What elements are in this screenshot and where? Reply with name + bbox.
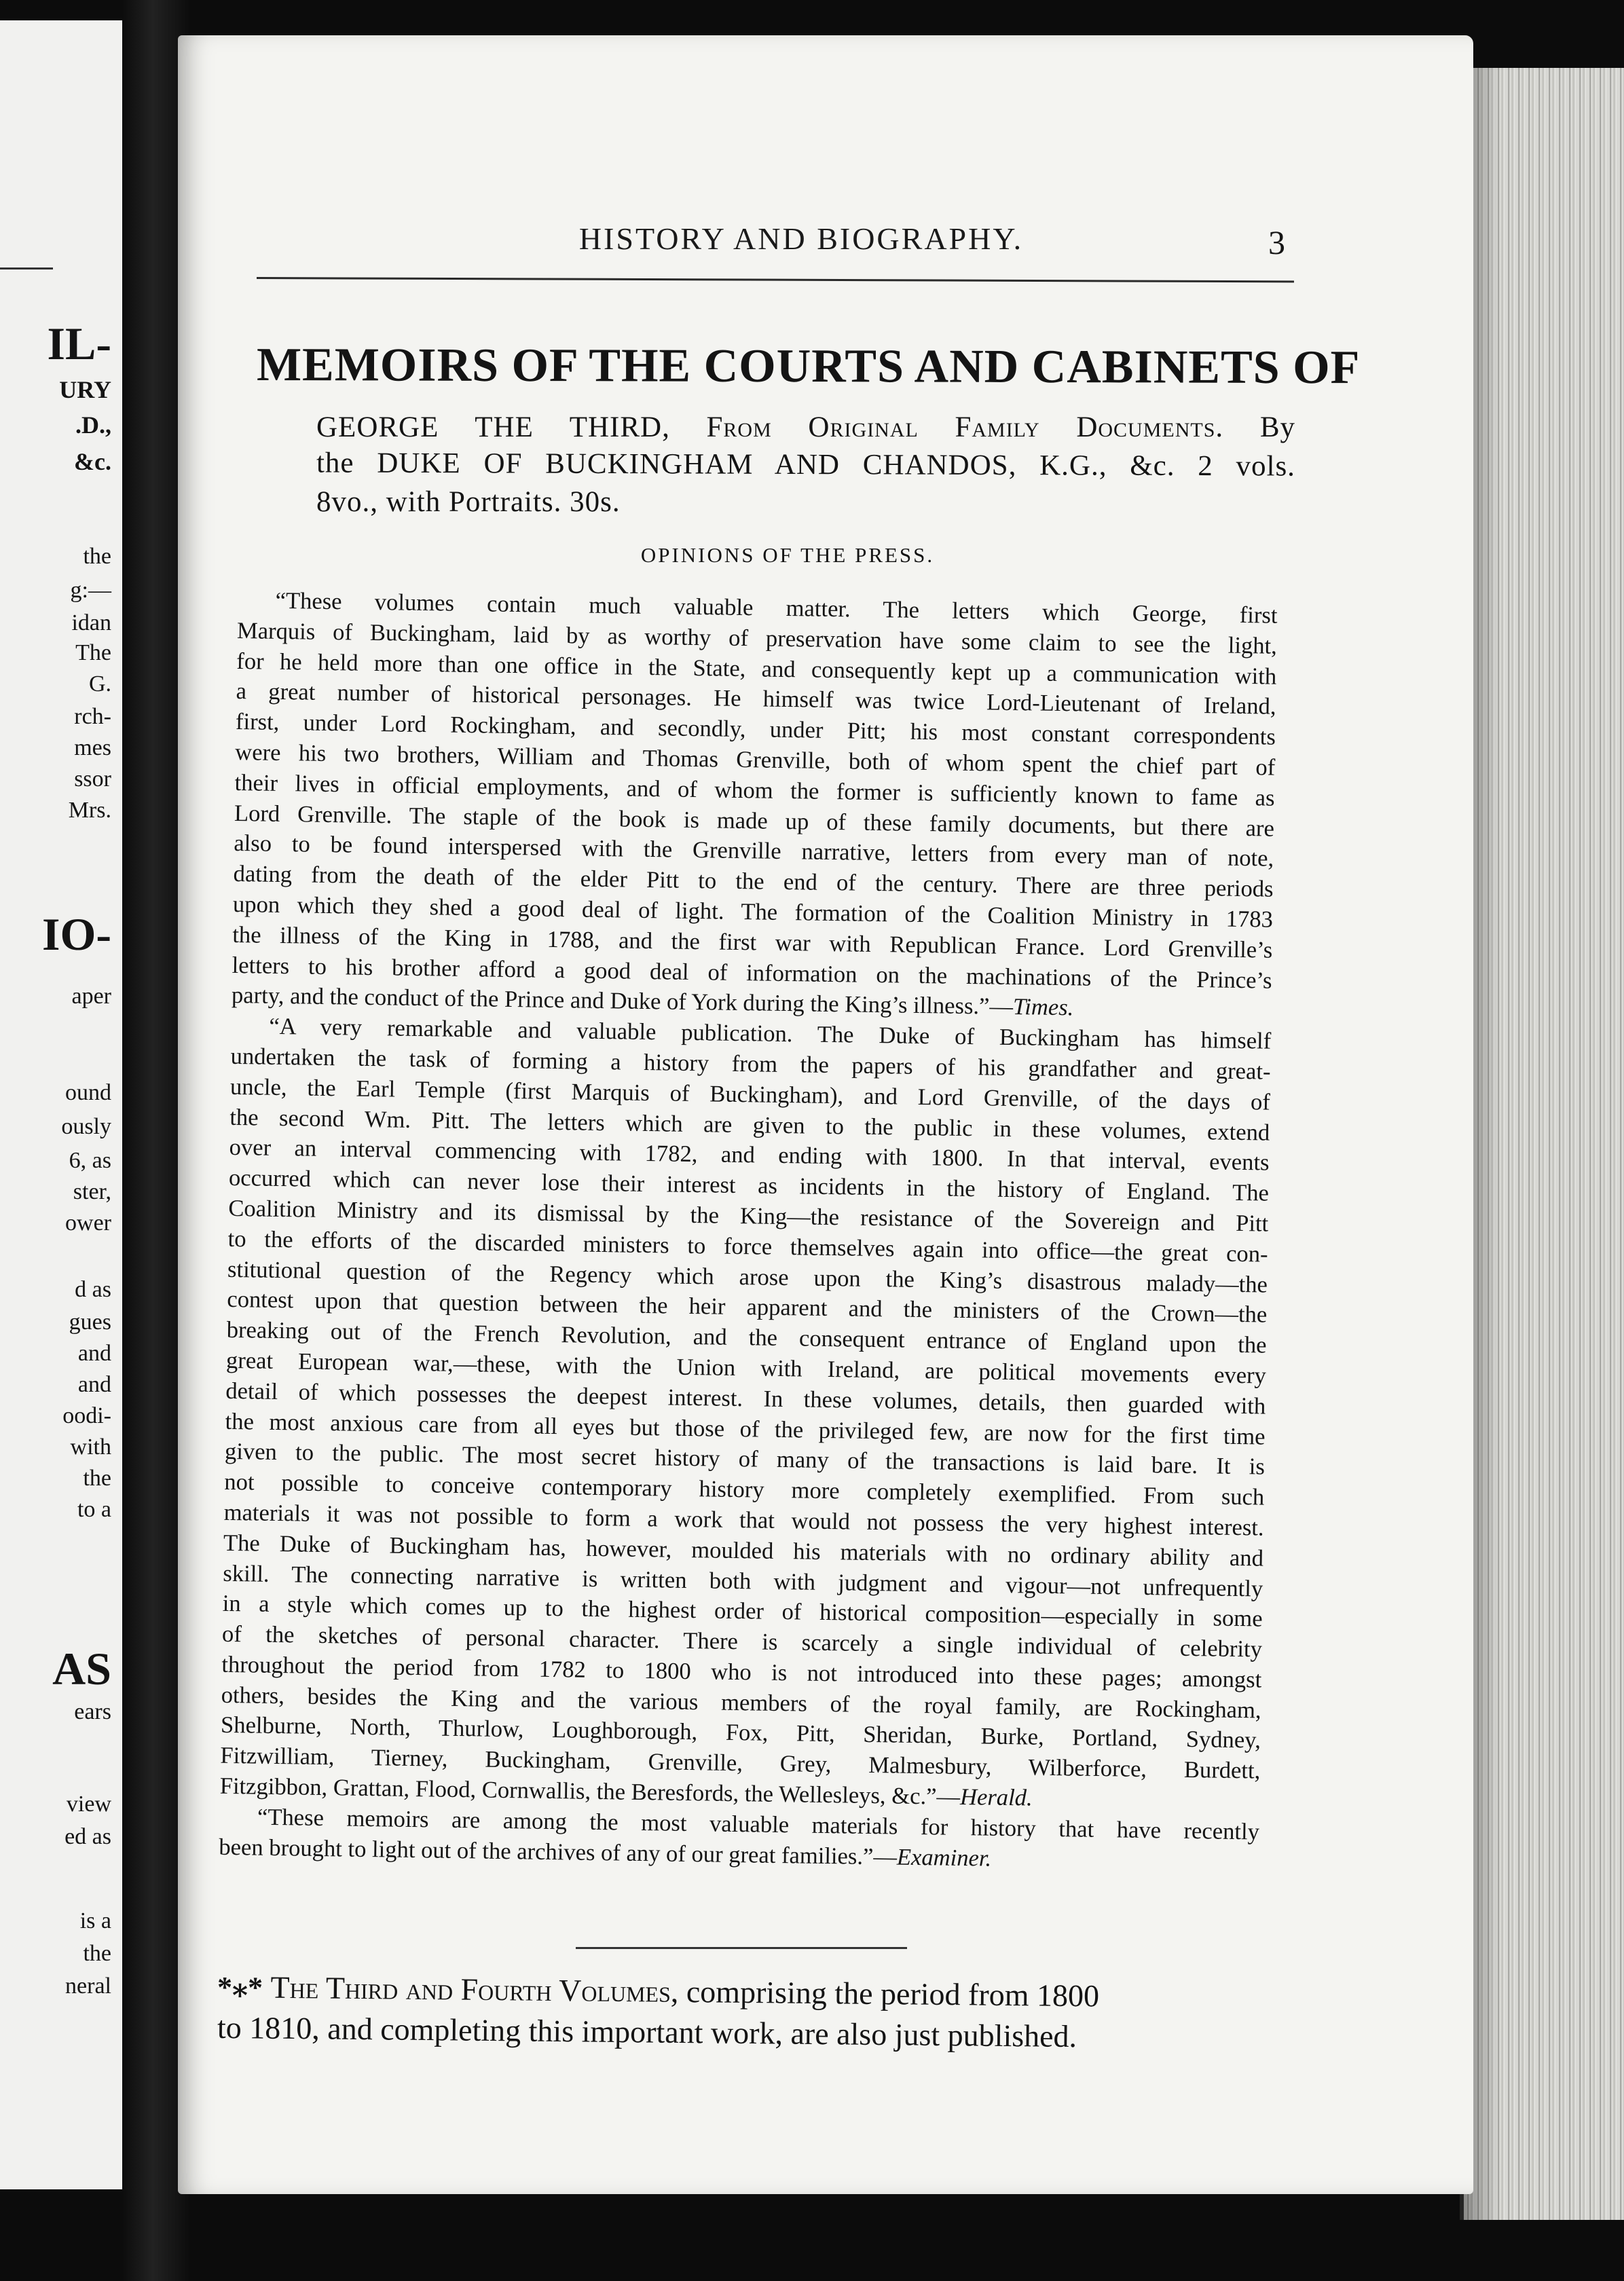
body-line-text: for he held more than one office in the State, and consequently kept up a communication with (236, 648, 1277, 690)
body-line-text: to the efforts of the discarded ministers to force themselves again into office—the great con- (227, 1225, 1268, 1267)
previous-page-text: oodi- (62, 1403, 111, 1428)
previous-page-text: IL- (47, 318, 111, 369)
body-line-text: been brought to light out of the archives of any of our great families.”— (219, 1834, 898, 1870)
previous-page-text: aper (71, 984, 111, 1009)
body-line-text: party, and the conduct of the Prince and Duke of York during the King’s illness.”— (231, 982, 1014, 1020)
body-line-text: others, besides the King and the various members of the royal family, are Rockingham, (221, 1682, 1261, 1724)
body-line-text: Lord Grenville. The staple of the book is made up of these family documents, but there are (234, 800, 1275, 842)
previous-page-text: .D., (75, 411, 111, 439)
body-line-text: dating from the death of the elder Pitt to the end of the century. There are three periods (233, 861, 1274, 902)
previous-page-text: gues (69, 1310, 111, 1335)
press-quotes (219, 585, 1278, 1878)
previous-page-text: G. (88, 671, 111, 697)
previous-page-rule (0, 267, 53, 270)
body-line-text: detail of which possesses the deepest interest. In these volumes, details, then guarded with (225, 1377, 1266, 1420)
previous-page-text: and (77, 1372, 111, 1397)
book-title: MEMOIRS OF THE COURTS AND CABINETS OF (256, 338, 1361, 394)
footnote-volumes: The Third and Fourth Volumes, (270, 1969, 679, 2009)
body-line-text: not possible to conceive contemporary history more completely exemplified. From such (224, 1468, 1265, 1510)
previous-page-text: Mrs. (68, 798, 111, 823)
previous-page-text: with (70, 1434, 111, 1460)
quote-source: Herald. (959, 1784, 1033, 1811)
body-line-text: the illness of the King in 1788, and the first war with Republican France. Lord Grenville’s (232, 921, 1273, 963)
previous-page-text: 6, as (69, 1148, 111, 1173)
previous-page-text: is a (79, 1908, 111, 1933)
body-line-text: skill. The connecting narrative is written both with judgment and vigour—not unfrequently (223, 1560, 1263, 1602)
previous-page-text: g:— (70, 578, 111, 603)
page-number: 3 (1268, 223, 1285, 261)
body-line-text: their lives in official employments, and of whom the former is sufficiently known to fame as (234, 769, 1275, 811)
previous-page-text: ears (74, 1699, 111, 1724)
previous-page-text: ster, (73, 1179, 111, 1204)
body-line-text: Marquis of Buckingham, laid by as worthy of preservation have some claim to see the light, (236, 617, 1278, 659)
body-line-text: uncle, the Earl Temple (first Marquis of Buckingham), and Lord Grenville, of the days of (229, 1073, 1271, 1115)
previous-page-text: neral (65, 1973, 111, 1999)
body-line-text: first, under Lord Rockingham, and secondly, under Pitt; his most constant correspondents (235, 709, 1276, 750)
subtitle-line-2: the DUKE OF BUCKINGHAM AND CHANDOS, K.G., &c. 2 vols. (316, 447, 1296, 483)
body-line-text: undertaken the task of forming a history from the papers of his grandfather and great- (230, 1043, 1271, 1085)
section-rule (576, 1947, 907, 1949)
previous-page-text: ously (61, 1114, 111, 1139)
body-line-text: of the sketches of personal character. There is scarcely a single individual of celebrity (221, 1620, 1263, 1663)
body-line-text: contest upon that question between the heir apparent and the ministers of the Crown—the (227, 1286, 1268, 1328)
previous-page-fragment (0, 20, 125, 2189)
footnote-asterisks: *⁎* (217, 1970, 263, 2005)
body-line-text: “These memoirs are among the most valuable materials for history that have recently (257, 1804, 1260, 1845)
previous-page-text: IO- (42, 908, 111, 960)
quote-source: Times. (1012, 994, 1074, 1021)
body-line-text: Fitzgibbon, Grattan, Flood, Cornwallis, the Beresfords, the Wellesleys, &c.”— (219, 1773, 961, 1811)
previous-page-text: ed as (64, 1824, 111, 1849)
previous-page-text: The (75, 640, 111, 665)
previous-page-text: the (83, 544, 111, 569)
subtitle-source: From Original Family Documents. (706, 411, 1224, 443)
subtitle-by: By (1223, 411, 1295, 443)
previous-page-text: AS (52, 1643, 111, 1694)
body-line-text: “These volumes contain much valuable matter. The letters which George, first (275, 587, 1278, 629)
subtitle-line-1 (316, 411, 1295, 444)
previous-page-text: rch- (74, 704, 111, 729)
body-line-text: given to the public. The most secret history of many of the transactions is laid bare. It is (224, 1439, 1266, 1480)
body-line-text: Fitzwilliam, Tierney, Buckingham, Grenville, Grey, Malmesbury, Wilberforce, Burdett, (220, 1743, 1261, 1784)
body-line-text: also to be found interspersed with the Grenville narrative, letters from every man of note, (234, 830, 1274, 872)
body-line-text: occurred which can never lose their interest as incidents in the history of England. The (228, 1165, 1270, 1206)
quote-source: Examiner. (896, 1844, 992, 1872)
footnote-line-2: to 1810, and completing this important work, are also just published. (217, 2009, 1077, 2054)
body-line-text: stitutional question of the Regency which arose upon the King’s disastrous malady—the (227, 1256, 1268, 1298)
previous-page-text: d as (75, 1277, 111, 1302)
body-line-text: breaking out of the French Revolution, and the consequent entrance of England upon the (226, 1317, 1267, 1358)
previous-page-text: to a (77, 1497, 111, 1522)
previous-page-text: the (83, 1466, 111, 1491)
previous-page-text: mes (74, 735, 111, 760)
previous-page-text: idan (71, 610, 111, 635)
body-line-text: over an interval commencing with 1782, and ending with 1800. In that interval, events (229, 1134, 1270, 1176)
previous-page-text: ssor (74, 766, 111, 792)
body-line-text: were his two brothers, William and Thomas Grenville, both of whom spent the chief part of (235, 739, 1276, 781)
previous-page-text: the (83, 1941, 111, 1966)
body-line-text: “A very remarkable and valuable publication. The Duke of Buckingham has himself (269, 1013, 1272, 1054)
body-line-text: the most anxious care from all eyes but those of the privileged few, are now for the first time (225, 1408, 1266, 1450)
body-line-text: Shelburne, North, Thurlow, Loughborough, Fox, Pitt, Sheridan, Burke, Portland, Sydney, (220, 1712, 1261, 1754)
body-line-text: materials it was not possible to form a work that would not possess the very highest interest. (223, 1499, 1264, 1541)
opinions-heading: OPINIONS OF THE PRESS. (640, 543, 935, 567)
body-line-text: throughout the period from 1782 to 1800 who is not introduced into these pages; amongst (221, 1651, 1262, 1693)
subtitle-name: GEORGE THE THIRD, (316, 411, 707, 443)
body-line-text: Coalition Ministry and its dismissal by the King—the resistance of the Sovereign and Pitt (228, 1195, 1269, 1237)
body-line-text: a great number of historical personages. He himself was twice Lord-Lieutenant of Ireland, (236, 678, 1276, 720)
body-line-text: upon which they shed a good deal of light. The formation of the Coalition Ministry in 1783 (232, 891, 1274, 933)
previous-page-text: and (77, 1341, 111, 1366)
body-line-text: great European war,—these, with the Union with Ireland, are political movements every (225, 1347, 1267, 1389)
previous-page-text: view (66, 1792, 111, 1817)
running-head: HISTORY AND BIOGRAPHY. (578, 221, 1024, 256)
footnote-period: comprising the period from 1800 (678, 1973, 1100, 2014)
body-line-text: in a style which comes up to the highest order of historical composition—especially in some (222, 1591, 1263, 1632)
body-line-text: The Duke of Buckingham has, however, moulded his materials with no ordinary ability and (223, 1529, 1264, 1572)
previous-page-text: &c. (74, 448, 111, 475)
previous-page-text: ower (65, 1210, 111, 1236)
subtitle-line-3: 8vo., with Portraits. 30s. (316, 486, 621, 518)
body-line-text: the second Wm. Pitt. The letters which are given to the public in these volumes, extend (229, 1104, 1270, 1146)
previous-page-text: URY (59, 376, 111, 403)
previous-page-text: ound (65, 1080, 111, 1105)
body-line-text: letters to his brother afford a good deal of information on the machinations of the Prince’s (232, 952, 1272, 994)
